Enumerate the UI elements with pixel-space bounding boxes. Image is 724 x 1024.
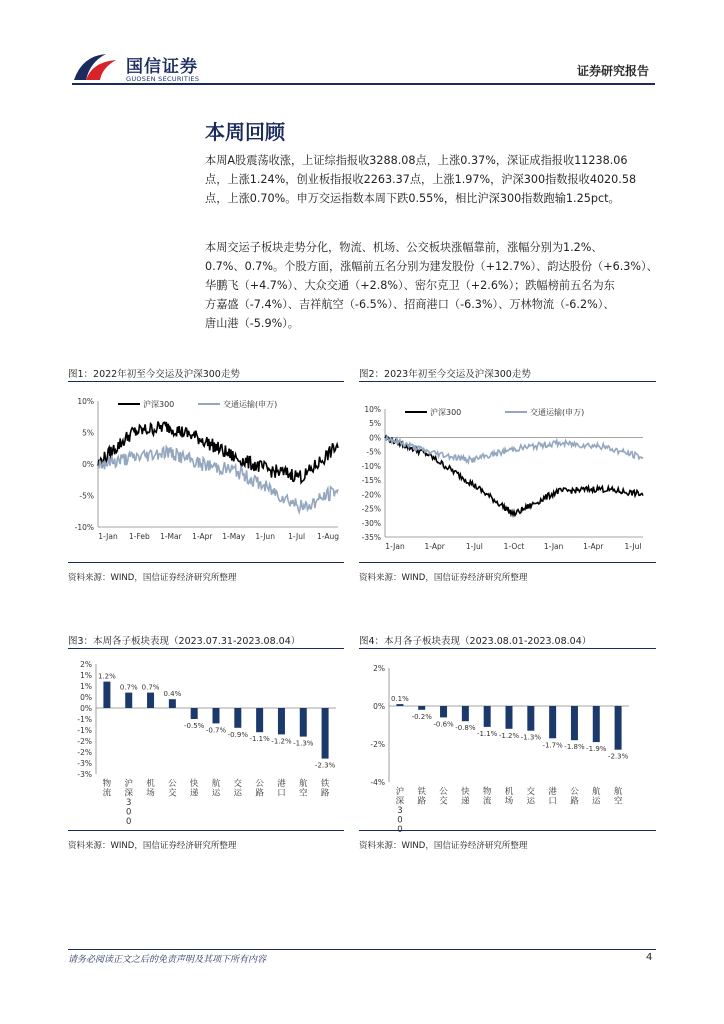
- paragraph-sector-review: [205, 238, 657, 333]
- y-tick-label: 10%: [364, 405, 381, 414]
- y-tick-label: -1%: [77, 715, 92, 724]
- bar-value-label: -1.1%: [477, 729, 498, 738]
- y-tick-label: -15%: [361, 476, 381, 486]
- x-tick-label: 港口: [548, 787, 557, 807]
- bar-value-label: -1.9%: [586, 745, 607, 754]
- para2-line: 华鹏飞（+4.7%）、大众交通（+2.8%）、密尔克卫（+2.6%）；跌幅榜前五名为东: [205, 279, 615, 292]
- x-tick-label: 港口: [277, 779, 286, 799]
- x-tick-label: 沪深 3 0: [395, 787, 405, 826]
- figure-3-bottom-rule: [68, 830, 344, 831]
- legend-label: 沪深300: [143, 400, 175, 409]
- bar-value-label: 0.4%: [163, 690, 182, 699]
- x-tick-label: 物流: [102, 779, 112, 799]
- figure-3-top-rule: [68, 648, 344, 649]
- x-tick-label: 快递: [189, 779, 199, 799]
- bar: [278, 708, 285, 734]
- bar: [125, 693, 132, 708]
- figure-3-source: 资料来源：WIND，国信证券经济研究所整理: [68, 841, 237, 851]
- y-tick-label: -20%: [361, 490, 381, 500]
- figure-1-top-rule: [68, 381, 344, 382]
- x-tick-label: 1-Apr: [192, 532, 213, 541]
- bar-value-label: 0.1%: [391, 695, 409, 704]
- x-tick-label: 公路: [255, 779, 264, 799]
- footer-disclaimer: 请务必阅读正文之后的免责声明及其项下所有内容: [68, 955, 267, 965]
- bar-value-label: -1.2%: [498, 731, 520, 740]
- bar-value-label: -1.8%: [564, 743, 585, 752]
- para1-line: 点，上涨1.24%，创业板指报收2263.37点，上涨1.97%，沪深300指数报收4020.58: [205, 173, 637, 186]
- para2-line: 0.7%、0.7%。个股方面，涨幅前五名分别为建发股份（+12.7%）、韵达股份（+6.3%）、: [205, 260, 658, 273]
- bar: [169, 699, 176, 708]
- bar-value-label: -2.3%: [607, 752, 629, 761]
- bar-value-label: 0.7%: [141, 683, 160, 692]
- bar-value-label: 0.7%: [119, 683, 138, 692]
- para2-line: 唐山港（-5.9%）。: [205, 317, 299, 330]
- bar-value-label: -1.7%: [542, 741, 563, 750]
- bar-value-label: -0.8%: [455, 724, 476, 733]
- paragraph-market-review: [205, 151, 657, 208]
- figure-1-source: 资料来源：WIND，国信证券经济研究所整理: [68, 573, 237, 583]
- x-tick-label: 1-Jan: [385, 542, 405, 551]
- figure-2-top-rule: [359, 381, 656, 382]
- x-tick-label: 物流: [482, 787, 492, 807]
- y-tick-label: -5%: [79, 491, 94, 501]
- y-tick-label: -30%: [361, 518, 381, 528]
- bar: [396, 704, 403, 706]
- y-tick-label: 2%: [80, 660, 92, 669]
- bar: [571, 706, 578, 740]
- section-title: 本周回顾: [205, 120, 285, 144]
- y-tick-label: -3%: [77, 770, 92, 779]
- logo-cn: 国信证券: [126, 57, 198, 77]
- y-tick-label: -2%: [77, 748, 92, 757]
- x-tick-label: 快递: [461, 787, 470, 807]
- bar-value-label: -0.5%: [184, 722, 205, 730]
- x-tick-label: 航空: [613, 787, 623, 807]
- legend-label: 交通运输(申万): [223, 400, 278, 409]
- header-rule: [72, 83, 655, 85]
- x-tick-label: 1-Aug: [317, 532, 339, 541]
- y-tick-label: -1%: [77, 726, 92, 735]
- bar-value-label: -2.3%: [314, 761, 336, 770]
- footer-rule: [68, 949, 656, 950]
- x-tick-label: 航运: [211, 779, 221, 799]
- bar-value-label: -1.3%: [520, 733, 541, 742]
- y-tick-label: 0%: [373, 702, 385, 711]
- x-tick-label: 1-Mar: [160, 532, 182, 541]
- bar: [234, 708, 241, 728]
- x-tick-label: 公交: [168, 779, 177, 799]
- bar: [300, 708, 307, 737]
- y-tick-label: -10%: [74, 523, 94, 532]
- y-tick-label: 5%: [369, 419, 381, 429]
- figure-1-caption: 图1：2022年初至今交运及沪深300走势: [68, 369, 240, 380]
- x-tick-label: 铁路: [320, 779, 330, 799]
- bar-value-label: -0.7%: [205, 726, 227, 735]
- header: [0, 0, 724, 90]
- bar-value-label: -1.2%: [271, 737, 292, 746]
- chart-3-bar: [68, 652, 344, 827]
- series-line-transport: [385, 437, 643, 463]
- x-tick-label: 航运: [592, 787, 601, 807]
- x-tick-label: 铁路: [417, 787, 426, 807]
- figure-4-bottom-rule: [359, 830, 656, 831]
- logo-en: GUOSEN SECURITIES: [126, 75, 200, 83]
- bar-value-label: -0.2%: [411, 712, 432, 721]
- figure-4-caption: 图4：本月各子板块表现（2023.08.01-2023.08.04）: [359, 636, 592, 647]
- x-tick-label: 1-May: [222, 532, 246, 541]
- x-tick-label: 交运: [233, 779, 243, 799]
- bar: [418, 706, 425, 710]
- x-tick-label: 1-Jul: [624, 542, 642, 551]
- bar-value-label: -1.1%: [249, 735, 270, 744]
- bar-value-label: 1.2%: [98, 672, 116, 681]
- bar-value-label: -0.6%: [433, 720, 454, 729]
- x-tick-label: 公路: [570, 787, 579, 807]
- y-tick-label: 0%: [80, 693, 92, 702]
- y-tick-label: -2%: [77, 737, 92, 746]
- y-tick-label: -5%: [366, 447, 381, 457]
- legend-label: 交通运输(申万): [530, 408, 585, 417]
- x-tick-label: 公交: [439, 787, 448, 807]
- figure-2-source: 资料来源：WIND，国信证券经济研究所整理: [359, 573, 528, 583]
- bar: [549, 706, 556, 738]
- series-line-hs300: [98, 422, 338, 483]
- bar: [527, 706, 534, 731]
- bar: [322, 708, 329, 759]
- y-tick-label: 0%: [82, 460, 94, 469]
- bar: [103, 682, 110, 708]
- y-tick-label: 2%: [373, 664, 385, 673]
- x-tick-label: 交运: [526, 787, 536, 807]
- x-tick-label: 1-Jul: [288, 532, 306, 541]
- y-tick-label: -2%: [370, 740, 385, 749]
- chart-1-line: [68, 385, 344, 555]
- x-tick-label: 1-Apr: [583, 542, 604, 551]
- para2-line: 本周交运子板块走势分化，物流、机场、公交板块涨幅靠前，涨幅分别为1.2%、: [205, 241, 603, 254]
- series-line-transport: [98, 447, 338, 512]
- y-tick-label: 5%: [82, 428, 94, 438]
- y-tick-label: -4%: [370, 778, 385, 787]
- bar-value-label: -1.3%: [293, 739, 314, 748]
- figure-4-top-rule: [359, 648, 656, 649]
- para2-line: 方嘉盛（-7.4%）、吉祥航空（-6.5%）、招商港口（-6.3%）、万林物流（-6.2%）、: [205, 298, 615, 311]
- page-number: 4: [646, 952, 653, 963]
- figure-2-bottom-rule: [359, 562, 656, 563]
- bar: [484, 706, 491, 727]
- para1-line: 点，上涨0.70%。申万交运指数本周下跌0.55%，相比沪深300指数跑输1.25pct。: [205, 192, 620, 205]
- y-tick-label: -10%: [361, 461, 381, 471]
- y-tick-label: -3%: [77, 759, 92, 768]
- y-tick-label: 0%: [80, 704, 92, 713]
- x-tick-label: 1-Jun: [255, 532, 275, 541]
- bar: [593, 706, 600, 742]
- chart-4-bar: [359, 652, 656, 827]
- x-tick-label: 1-Jul: [465, 542, 483, 551]
- chart-2-line: [359, 385, 656, 560]
- x-tick-label: 机场: [504, 787, 514, 807]
- bar: [462, 706, 469, 721]
- bar: [191, 708, 198, 719]
- x-tick-label: 航空: [299, 779, 308, 799]
- figure-4-source: 资料来源：WIND，国信证券经济研究所整理: [359, 841, 528, 851]
- report-tag: 证券研究报告: [577, 64, 650, 78]
- y-tick-label: 10%: [77, 397, 94, 406]
- figure-1-bottom-rule: [68, 562, 344, 563]
- figure-3-caption: 图3：本周各子板块表现（2023.07.31-2023.08.04）: [68, 636, 301, 647]
- bar: [615, 706, 622, 750]
- bar: [440, 706, 447, 717]
- bar: [256, 708, 263, 732]
- y-tick-label: 1%: [80, 682, 92, 691]
- guosen-logo-icon: [72, 50, 120, 84]
- x-tick-label: 1-Feb: [129, 532, 150, 541]
- x-tick-label: 沪深 3 0 0: [124, 779, 133, 827]
- x-tick-label: 1-Apr: [424, 542, 445, 551]
- x-tick-label: 1-Oct: [503, 542, 525, 551]
- y-tick-label: -25%: [361, 504, 381, 514]
- y-tick-label: 1%: [80, 671, 92, 680]
- legend-label: 沪深300: [430, 408, 462, 417]
- figure-2-caption: 图2：2023年初至今交运及沪深300走势: [359, 369, 531, 380]
- bar: [147, 693, 154, 708]
- para1-line: 本周A股震荡收涨，上证综指报收3288.08点，上涨0.37%，深证成指报收11238.06: [205, 154, 628, 167]
- x-tick-label: 机场: [146, 779, 155, 799]
- bar: [213, 708, 220, 723]
- bar: [506, 706, 513, 729]
- bar-value-label: -0.9%: [227, 730, 248, 739]
- y-tick-label: 0%: [369, 433, 381, 443]
- x-tick-label: 1-Jan: [98, 532, 118, 541]
- x-tick-label: 1-Jan: [543, 542, 564, 551]
- y-tick-label: -35%: [361, 533, 381, 542]
